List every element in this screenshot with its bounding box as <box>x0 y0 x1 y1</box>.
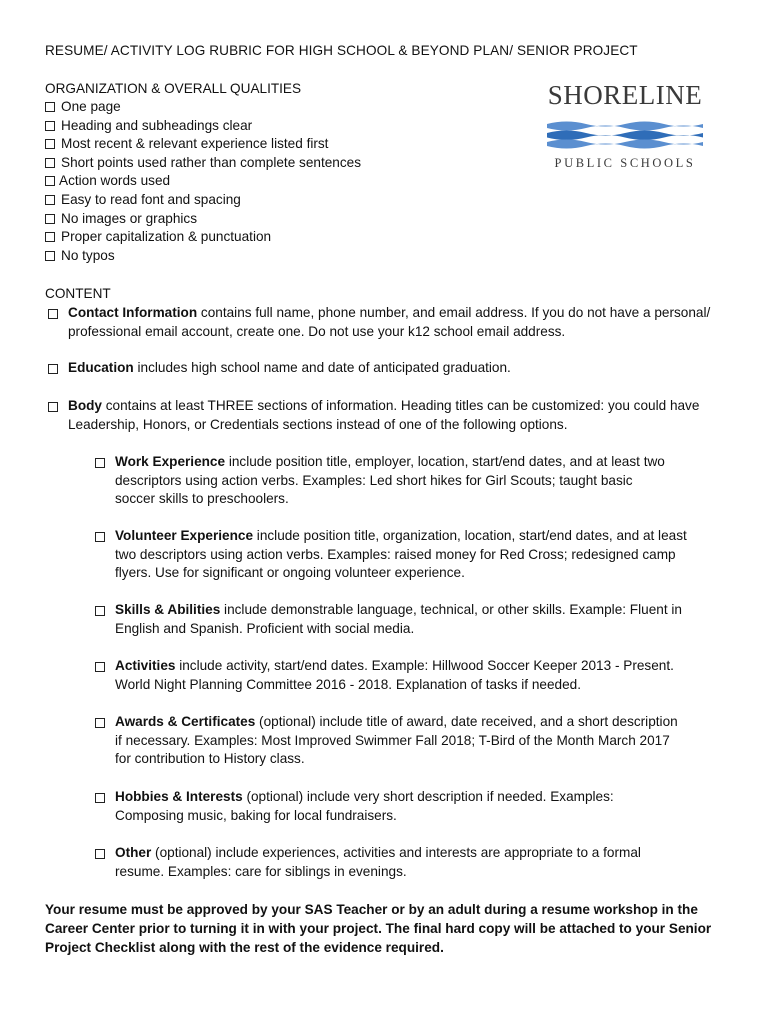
checklist-item-label: No images or graphics <box>61 210 197 226</box>
content-item-description: includes high school name and date of anticipated graduation. <box>133 360 511 375</box>
body-section-text <box>115 527 692 583</box>
body-section-work-experience <box>92 453 672 509</box>
checkbox[interactable] <box>45 232 55 242</box>
content-item-label: Education <box>68 360 134 375</box>
checklist-item-label: Easy to read font and spacing <box>61 191 241 207</box>
logo-name: SHORELINE <box>547 80 703 110</box>
checklist-item-label: Action words used <box>59 173 171 189</box>
checklist-item-label: Short points used rather than complete sentences <box>61 154 361 170</box>
checklist-item <box>45 247 361 266</box>
logo-wave-middle <box>547 131 703 141</box>
checkbox[interactable] <box>95 662 105 672</box>
body-section-text <box>115 453 672 509</box>
content-item-education <box>45 359 735 378</box>
body-section-other <box>92 844 682 881</box>
checklist-item-label: One page <box>61 99 121 114</box>
checkbox[interactable] <box>45 176 55 186</box>
checkbox[interactable] <box>95 793 105 803</box>
body-section-text <box>115 788 662 825</box>
checklist-item-label: Most recent & relevant experience listed first <box>61 136 329 152</box>
checkbox[interactable] <box>95 532 105 542</box>
body-section-description: include position title, organization, location, start/end dates, and at least two descriptors using action verbs. Examples: raised money for Red Cross; redesigned camp flyers. Use for significant or ongoing volunteer experience. <box>115 528 687 581</box>
document-title: RESUME/ ACTIVITY LOG RUBRIC FOR HIGH SCHOOL & BEYOND PLAN/ SENIOR PROJECT <box>45 43 638 58</box>
body-section-label: Skills & Abilities <box>115 602 221 617</box>
checklist-item <box>45 154 361 173</box>
checkbox[interactable] <box>45 158 55 168</box>
shoreline-logo <box>545 80 705 176</box>
content-item-text <box>68 304 735 341</box>
body-section-description: include demonstrable language, technical, or other skills. Example: Fluent in English and Spanish. Proficient with social media. <box>115 602 682 636</box>
checkbox[interactable] <box>95 606 105 616</box>
organization-heading: ORGANIZATION & OVERALL QUALITIES <box>45 81 302 96</box>
checkbox[interactable] <box>45 251 55 261</box>
organization-checklist <box>45 98 361 265</box>
content-item-label: Body <box>68 398 102 413</box>
checklist-item <box>45 191 361 210</box>
body-section-text <box>115 657 692 694</box>
body-section-volunteer-experience <box>92 527 692 583</box>
checklist-item <box>45 135 361 154</box>
content-item-description: contains full name, phone number, and email address. If you do not have a personal/ professional email account, create one. Do not use your k12 school email address. <box>68 305 711 339</box>
content-item-description: contains at least THREE sections of information. Heading titles can be customized: you could have Leadership, Honors, or Credentials sections instead of one of the following options. <box>68 398 700 432</box>
checkbox[interactable] <box>95 849 105 859</box>
logo-wave-top <box>547 122 703 131</box>
body-section-label: Volunteer Experience <box>115 528 254 543</box>
checklist-item-label: Heading and subheadings clear <box>61 117 253 133</box>
body-section-text <box>115 713 682 769</box>
checkbox[interactable] <box>45 214 55 224</box>
body-section-activities <box>92 657 692 694</box>
body-section-label: Work Experience <box>115 454 226 469</box>
body-section-description: (optional) include very short description if needed. Examples: Composing music, baking for local fundraisers. <box>115 789 614 823</box>
checkbox[interactable] <box>45 139 55 149</box>
content-item-text <box>68 397 735 434</box>
body-section-label: Hobbies & Interests <box>115 789 243 804</box>
body-section-description: include activity, start/end dates. Example: Hillwood Soccer Keeper 2013 - Present. World Night Planning Committee 2016 - 2018. Explanation of tasks if needed. <box>115 658 674 692</box>
body-section-label: Awards & Certificates <box>115 714 256 729</box>
checklist-item-label: No typos <box>61 247 115 263</box>
checkbox[interactable] <box>48 364 58 374</box>
body-section-label: Other <box>115 845 152 860</box>
checkbox[interactable] <box>45 102 55 112</box>
checklist-item <box>45 98 361 117</box>
content-item-body <box>45 397 735 434</box>
checklist-item <box>45 172 361 191</box>
body-section-text <box>115 844 682 881</box>
logo-waves-icon <box>547 119 703 149</box>
content-item-text <box>68 359 735 378</box>
checklist-item <box>45 210 361 229</box>
approval-note: Your resume must be approved by your SAS Teacher or by an adult during a resume workshop in the Career Center prior to turning it in with your project. The final hard copy will be attached to your Senior Project Checklist along with the rest of the evidence required. <box>45 902 712 955</box>
body-section-text <box>115 601 692 638</box>
checkbox[interactable] <box>45 121 55 131</box>
content-heading: CONTENT <box>45 286 111 301</box>
body-section-description: (optional) include experiences, activities and interests are appropriate to a formal resume. Examples: care for siblings in evenings. <box>115 845 641 879</box>
checklist-item-label: Proper capitalization & punctuation <box>61 229 272 245</box>
checklist-item <box>45 228 361 247</box>
body-section-label: Activities <box>115 658 176 673</box>
checkbox[interactable] <box>45 195 55 205</box>
logo-wave-bottom <box>547 140 703 149</box>
checkbox[interactable] <box>95 458 105 468</box>
body-section-description: include position title, employer, location, start/end dates, and at least two descriptors using action verbs. Examples: Led short hikes for Girl Scouts; taught basic soccer skills to preschoolers. <box>115 454 665 507</box>
logo-subtitle: PUBLIC SCHOOLS <box>554 156 696 170</box>
body-section-description: (optional) include title of award, date received, and a short description if necessary. Examples: Most Improved Swimmer Fall 2018; T-Bird of the Month March 2017 for contribution to History class. <box>115 714 678 767</box>
checklist-item <box>45 117 361 136</box>
checkbox[interactable] <box>95 718 105 728</box>
content-item-contact <box>45 304 735 341</box>
checkbox[interactable] <box>48 309 58 319</box>
body-section-awards <box>92 713 682 769</box>
content-item-label: Contact Information <box>68 305 198 320</box>
body-section-hobbies <box>92 788 662 825</box>
body-section-skills <box>92 601 692 638</box>
checkbox[interactable] <box>48 402 58 412</box>
